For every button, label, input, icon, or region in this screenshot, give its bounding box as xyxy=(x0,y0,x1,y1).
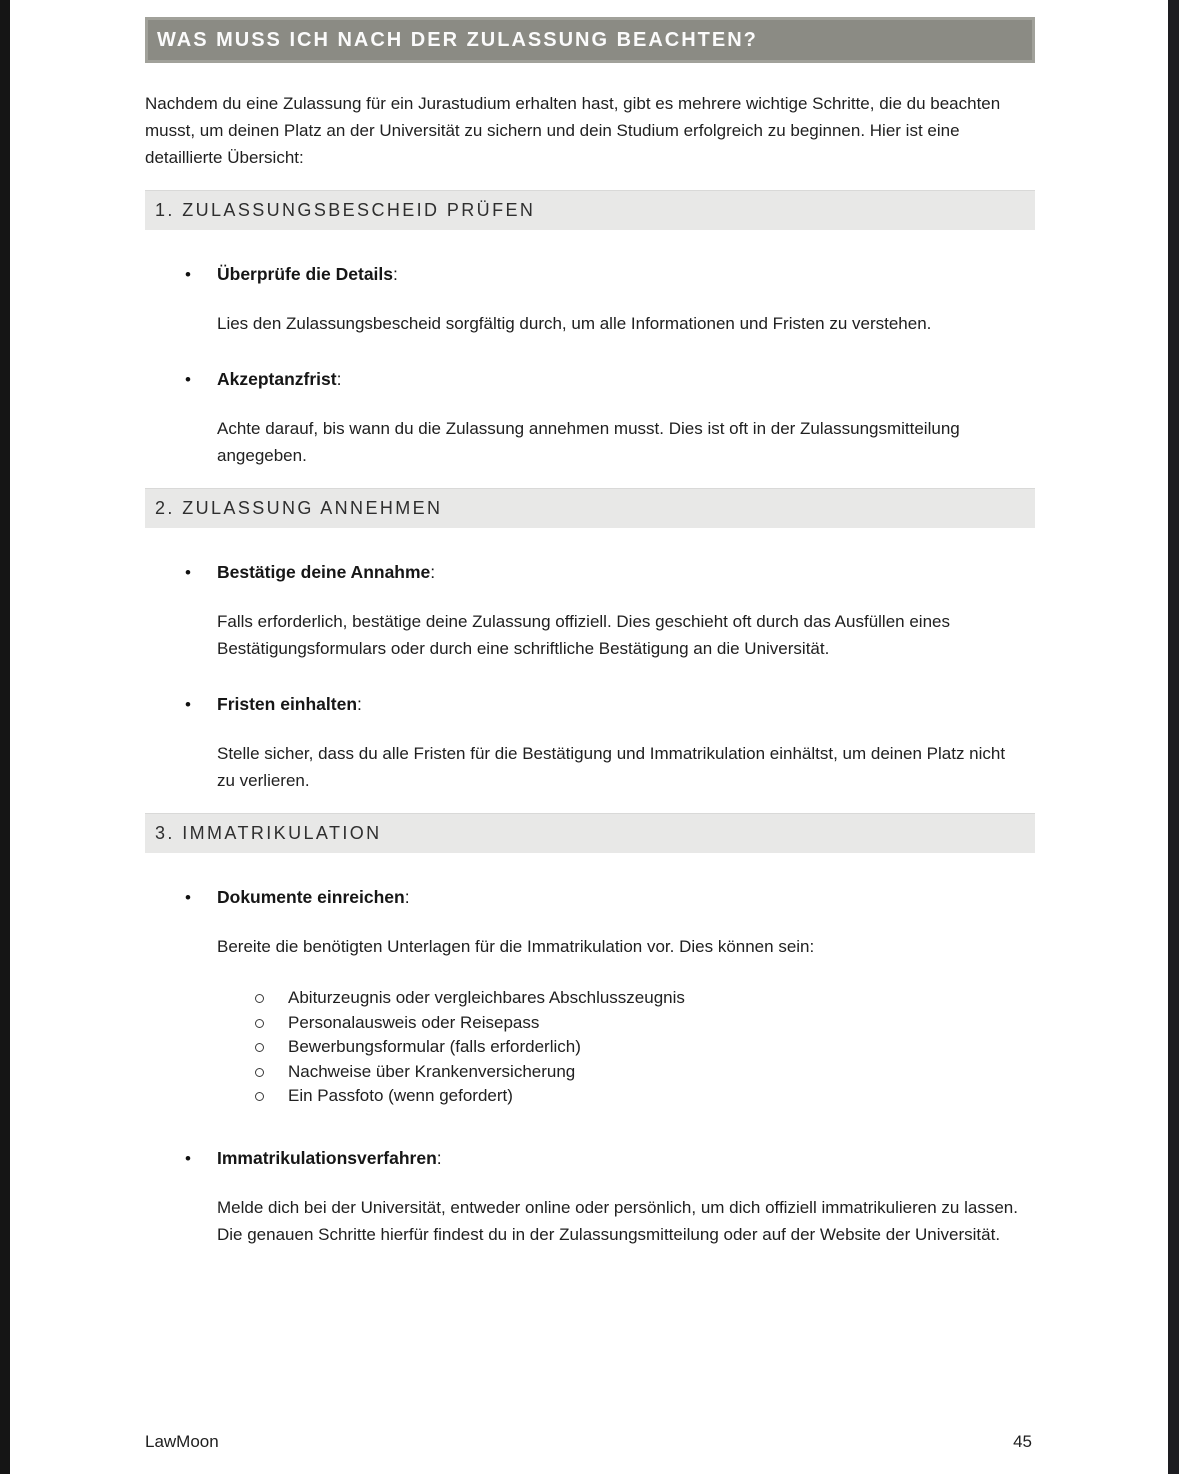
section-heading: 3. IMMATRIKULATION xyxy=(155,823,382,843)
item-label-colon: : xyxy=(336,369,342,389)
left-edge-bar xyxy=(0,0,10,1474)
item-label-colon: : xyxy=(357,694,362,714)
circle-bullet-icon xyxy=(255,1019,264,1028)
bullet-item xyxy=(145,559,1035,586)
item-label-colon: : xyxy=(430,562,436,582)
bullet-item xyxy=(145,366,1035,393)
sub-list-item xyxy=(255,1084,1035,1109)
section-header-1 xyxy=(145,190,1035,230)
item-paragraph: Bereite die benötigten Unterlagen für die Immatrikulation vor. Dies können sein: xyxy=(217,937,815,956)
circle-bullet-icon xyxy=(255,1092,264,1101)
page-number: 45 xyxy=(1013,1432,1032,1451)
intro-paragraph: Nachdem du eine Zulassung für ein Jurastudium erhalten hast, gibt es mehrere wichtige Schritte, die du beachten musst, um deinen Platz an der Universität zu sichern und dein Studium erfolgreich zu beginnen. Hier ist eine detaillierte Übersicht: xyxy=(145,94,1001,167)
item-label-colon: : xyxy=(436,1147,442,1168)
bullet-item xyxy=(145,884,1035,911)
sub-list-item-text: Bewerbungsformular (falls erforderlich) xyxy=(288,1037,581,1056)
bullet-icon: • xyxy=(185,265,191,284)
bullet-icon: • xyxy=(185,563,191,582)
bullet-icon: • xyxy=(185,1148,191,1168)
item-label: Fristen einhalten xyxy=(217,694,358,714)
sub-list-item-text: Nachweise über Krankenversicherung xyxy=(288,1061,576,1081)
sub-list-item-text: Ein Passfoto (wenn gefordert) xyxy=(288,1086,513,1105)
section-heading: 2. ZULASSUNG ANNEHMEN xyxy=(155,498,443,518)
item-label: Dokumente einreichen xyxy=(217,887,405,907)
sub-list-item xyxy=(255,1011,1035,1036)
bullet-item xyxy=(145,261,1035,288)
bullet-item xyxy=(145,691,1035,718)
bullet-icon: • xyxy=(185,888,191,907)
circle-bullet-icon xyxy=(255,994,264,1003)
item-label: Überprüfe die Details xyxy=(217,264,394,284)
section-heading: 1. ZULASSUNGSBESCHEID PRÜFEN xyxy=(155,200,536,220)
item-label-colon: : xyxy=(393,264,398,284)
sub-list-item xyxy=(255,986,1035,1011)
page-title: WAS MUSS ICH NACH DER ZULASSUNG BEACHTEN? xyxy=(157,28,758,51)
page-title-bar xyxy=(145,17,1035,63)
sub-list-item xyxy=(255,1035,1035,1060)
item-paragraph: Achte darauf, bis wann du die Zulassung annehmen musst. Dies ist oft in der Zulassungsmitteilung angegeben. xyxy=(217,419,960,465)
footer-brand: LawMoon xyxy=(145,1432,219,1451)
item-paragraph: Falls erforderlich, bestätige deine Zulassung offiziell. Dies geschieht oft durch das Ausfüllen eines Bestätigungsformulars oder durch eine schriftliche Bestätigung an die Universität. xyxy=(217,612,950,658)
item-paragraph: Stelle sicher, dass du alle Fristen für die Bestätigung und Immatrikulation einhältst, um deinen Platz nicht zu verlieren. xyxy=(217,744,1006,790)
item-label: Immatrikulationsverfahren xyxy=(217,1147,437,1168)
item-label-colon: : xyxy=(404,887,410,907)
item-paragraph: Lies den Zulassungsbescheid sorgfältig durch, um alle Informationen und Fristen zu verstehen. xyxy=(217,314,932,333)
document-page xyxy=(145,0,1035,1474)
bullet-icon: • xyxy=(185,695,191,714)
bullet-icon: • xyxy=(185,370,191,389)
circle-bullet-icon xyxy=(255,1068,264,1077)
circle-bullet-icon xyxy=(255,1043,264,1052)
page-footer xyxy=(145,1432,1032,1452)
section-header-3 xyxy=(145,813,1035,853)
item-label: Bestätige deine Annahme xyxy=(217,562,431,582)
item-label: Akzeptanzfrist xyxy=(217,369,337,389)
sub-list-item-text: Personalausweis oder Reisepass xyxy=(288,1012,540,1032)
sub-list-item xyxy=(255,1060,1035,1085)
bullet-item xyxy=(145,1145,1035,1172)
documents-sub-list xyxy=(255,986,1035,1109)
right-edge-bar xyxy=(1168,0,1179,1474)
sub-list-item-text: Abiturzeugnis oder vergleichbares Abschlusszeugnis xyxy=(288,988,685,1007)
section-header-2 xyxy=(145,488,1035,528)
item-paragraph: Melde dich bei der Universität, entweder online oder persönlich, um dich offiziell immatrikulieren zu lassen. Die genauen Schritte hierfür findest du in der Zulassungsmitteilung oder auf der Website der Universität. xyxy=(217,1197,1018,1244)
